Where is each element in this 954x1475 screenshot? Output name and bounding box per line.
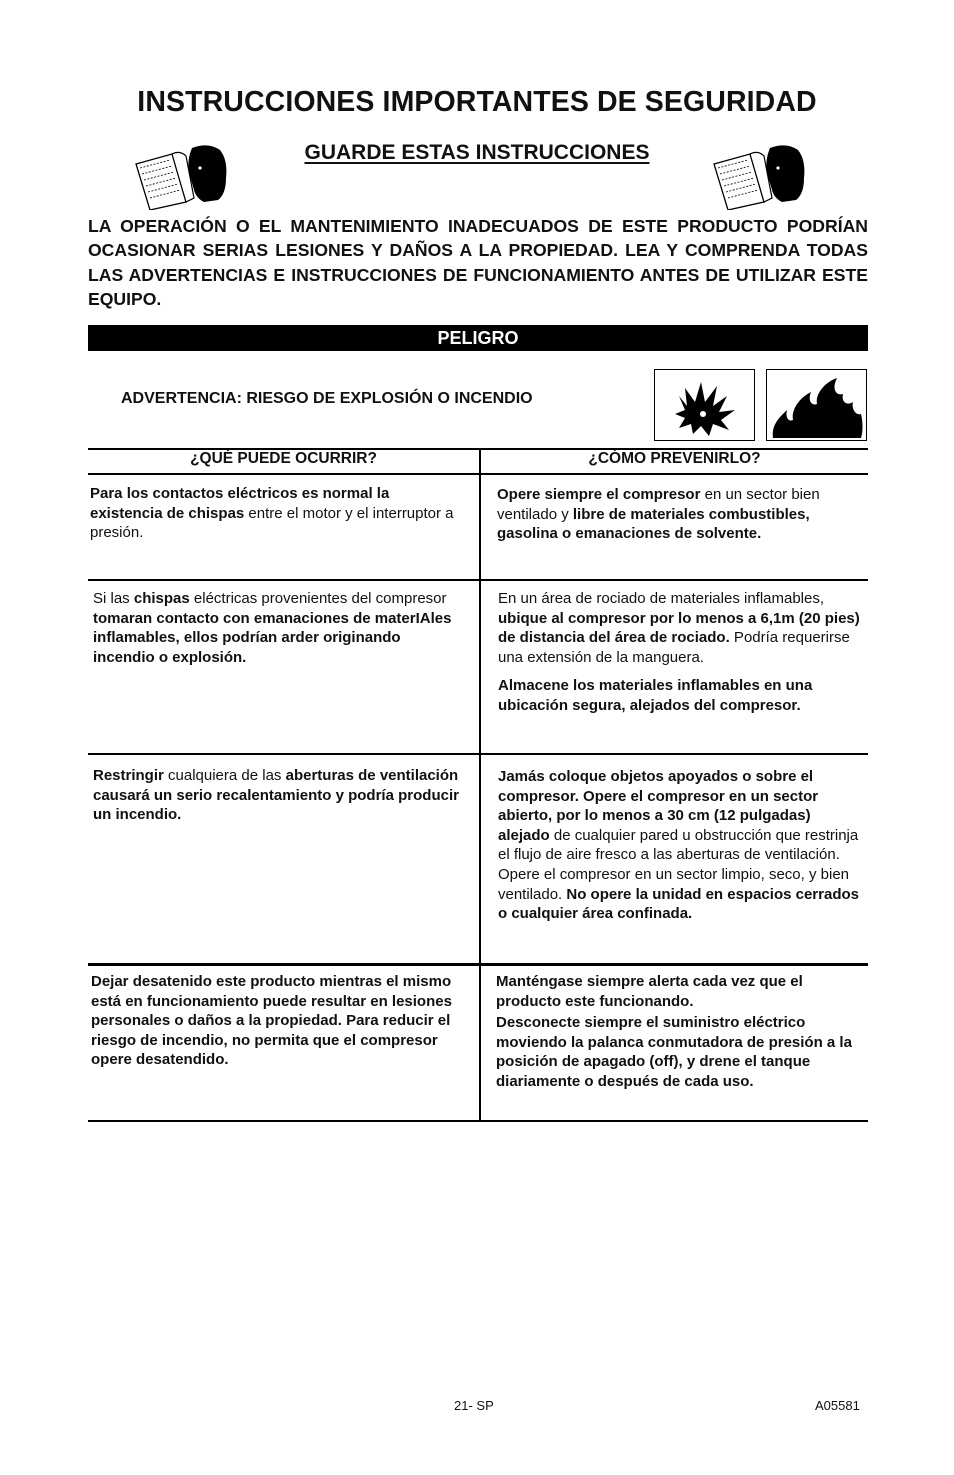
danger-banner: PELIGRO	[88, 325, 868, 351]
cell-text-run: Dejar desatenido este producto mientras el mismo está en funcionamiento puede resultar en lesiones personales o daños a la propiedad. Para reducir el riesgo de incendio, no permita que el compresor opere desatendido.	[91, 973, 452, 1069]
table-cell	[497, 485, 862, 544]
page-number: 21- SP	[454, 1398, 494, 1413]
explosion-icon	[654, 369, 755, 441]
cell-paragraph	[498, 865, 866, 924]
cell-paragraph	[93, 589, 463, 667]
table-cell	[496, 972, 861, 1092]
cell-text-run: ubique al compresor por lo menos a 6,1m (20 pies) de distancia del área de rociado.	[498, 609, 860, 647]
table-cell	[91, 972, 466, 1070]
cell-paragraph	[90, 484, 462, 543]
table-header-rule	[88, 473, 868, 475]
cell-paragraph	[498, 676, 863, 715]
cell-text-run: de cualquier pared u obstrucción que restrinja el flujo de aire fresco a las aberturas de ventilación.	[498, 826, 859, 864]
person-reading-manual-icon	[134, 142, 230, 210]
cell-text-run: Jamás coloque objetos apoyados o sobre el compresor. Opere el compresor en un sector abierto, por lo menos a 30 cm (12 pulgadas) alejado	[498, 768, 819, 844]
cell-paragraph	[93, 766, 463, 825]
cell-text-run: En un área de rociado de materiales inflamables,	[498, 590, 825, 607]
table-column-divider	[479, 448, 481, 1122]
cell-paragraph	[497, 485, 862, 544]
cell-paragraph	[498, 589, 863, 667]
cell-paragraph	[496, 1013, 861, 1091]
person-reading-manual-icon	[712, 142, 808, 210]
cell-text-run: entre el motor y el interruptor a presión.	[90, 504, 454, 542]
table-cell	[93, 589, 463, 667]
table-row-divider	[88, 579, 868, 581]
table-cell	[498, 767, 866, 924]
cell-text-run: Opere el compresor en un sector limpio, seco, y bien ventilado.	[498, 865, 849, 903]
cell-paragraph	[91, 972, 466, 1070]
cell-text-run: en un sector bien ventilado y	[497, 486, 820, 523]
table-bottom-rule	[88, 1120, 868, 1122]
cell-paragraph	[496, 972, 861, 1011]
subtitle-text: GUARDE ESTAS INSTRUCCIONES	[304, 141, 650, 164]
cell-text-run: Desconecte siempre el suministro eléctrico moviendo la palanca conmutadora de presión a la posición de apagado (off), y drene el tanque diariamente o después de cada uso.	[496, 1014, 852, 1090]
cell-text-run: Podría requerirse una extensión de la manguera.	[498, 629, 850, 666]
cell-text-run: libre de materiales combustibles, gasolina o emanaciones de solvente.	[497, 505, 810, 543]
table-cell	[498, 589, 863, 716]
fire-icon	[766, 369, 867, 441]
cell-text-run: No opere la unidad en espacios cerrados o cualquier área confinada.	[498, 885, 859, 923]
cell-text-run: eléctricas provenientes del compresor	[189, 590, 447, 607]
cell-text-run: Restringir	[93, 767, 164, 784]
table-cell	[90, 484, 462, 543]
cell-text-run: chispas	[133, 590, 190, 607]
table-row-divider	[88, 753, 868, 755]
page-title: INSTRUCCIONES IMPORTANTES DE SEGURIDAD	[137, 86, 817, 118]
intro-warning-text: LA OPERACIÓN O EL MANTENIMIENTO INADECUADOS DE ESTE PRODUCTO PODRÍAN OCASIONAR SERIAS LESIONES Y DAÑOS A LA PROPIEDAD. LEA Y COMPRENDA TODAS LAS ADVERTENCIAS E INSTRUCCIONES DE FUNCIONAMIENTO ANTES DE UTILIZAR ESTE EQUIPO.	[88, 216, 868, 309]
cell-text-run: Si las	[93, 590, 134, 607]
cell-text-run: Almacene los materiales inflamables en una ubicación segura, alejados del compresor.	[498, 677, 813, 714]
cell-text-run: Para los contactos eléctricos es normal la existencia de chispas	[90, 485, 390, 522]
column-header-what: ¿QUÉ PUEDE OCURRIR?	[190, 450, 377, 467]
warning-heading: ADVERTENCIA: RIESGO DE EXPLOSIÓN O INCENDIO	[121, 390, 533, 407]
cell-text-run: Manténgase siempre alerta cada vez que el producto este funcionando.	[496, 973, 803, 1010]
table-row-divider	[88, 963, 868, 966]
cell-text-run: Opere siempre el compresor	[497, 486, 701, 503]
cell-text-run: tomaran contacto con emanaciones de materIAles inflamables, ellos podrían arder originando incendio o explosión.	[93, 609, 452, 666]
table-cell	[93, 766, 463, 825]
column-header-how: ¿CÓMO PREVENIRLO?	[588, 450, 761, 467]
cell-paragraph	[498, 767, 866, 865]
cell-text-run: aberturas de ventilación causará un serio recalentamiento y podría producir un incendio.	[93, 767, 459, 824]
cell-text-run: cualquiera de las	[163, 767, 286, 784]
document-code: A05581	[815, 1398, 860, 1413]
